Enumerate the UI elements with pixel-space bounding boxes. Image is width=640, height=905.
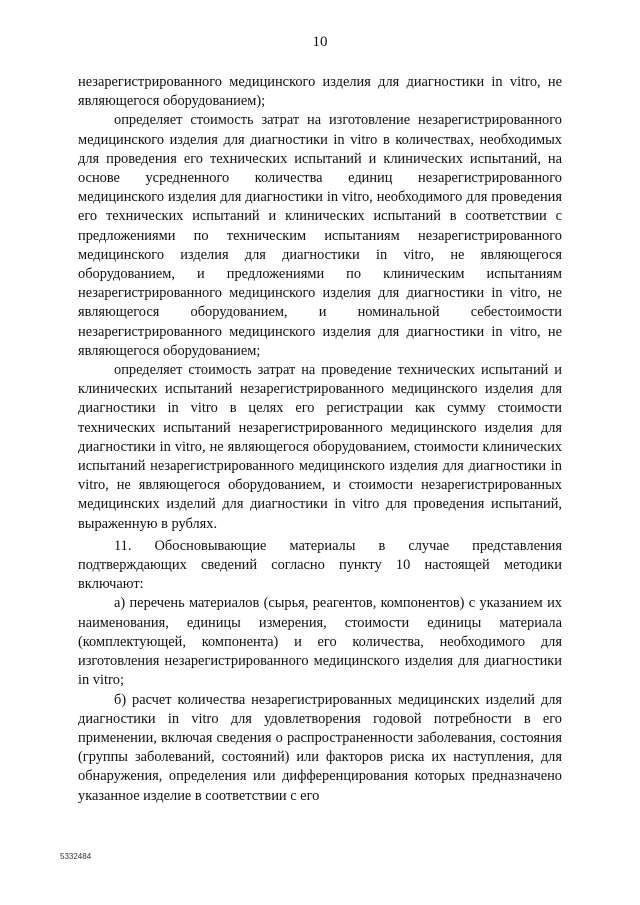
paragraph-item-b: б) расчет количества незарегистрированных медицинских изделий для диагностики in vitro для удовлетворения годовой потребности в его применении, включая сведения о распространенности заболевания, состояния (группы заболеваний, состояний) или факторов риска их наступления, для обнаружения, определения или дифференцирования которых предназначено указанное изделие в соответствии с его — [78, 691, 562, 804]
paragraph-item-11: 11. Обосновывающие материалы в случае представления подтверждающих сведений согласно пункту 10 настоящей методики включают: — [78, 537, 562, 593]
document-code: 5332484 — [60, 852, 92, 861]
document-body — [78, 73, 562, 806]
paragraph-item-a: а) перечень материалов (сырья, реагентов, компонентов) с указанием их наименования, единицы измерения, стоимости единицы материала (комплектующей, компонента) и его количества, необходимого для изготовления незарегистрированного медицинского изделия для диагностики in vitro; — [78, 595, 562, 689]
paragraph-manufacturing-cost: определяет стоимость затрат на изготовление незарегистрированного медицинского изделия для диагностики in vitro в количествах, необходимых для проведения его технических испытаний и клинических испытаний, на основе усредненного количества единиц незарегистрированного медицинского изделия для диагностики in vitro, необходимого для проведения его технических испытаний и клинических испытаний в соответствии с предложениями по техническим испытаниям незарегистрированного медицинского изделия для диагностики in vitro, не являющегося оборудованием, и предложениями по клиническим испытаниям незарегистрированного медицинского изделия для диагностики in vitro, не являющегося оборудованием, и номинальной себестоимости незарегистрированного медицинского изделия для диагностики in vitro, не являющегося оборудованием; — [78, 112, 562, 359]
paragraph-testing-cost: определяет стоимость затрат на проведение технических испытаний и клинических испытаний незарегистрированного медицинского изделия для диагностики in vitro в целях его регистрации как сумму стоимости технических испытаний незарегистрированного медицинского изделия для диагностики in vitro, не являющегося оборудованием, стоимости клинических испытаний незарегистрированного медицинского изделия для диагностики in vitro, не являющегося оборудованием, и стоимости незарегистрированных медицинских изделий для диагностики in vitro для проведения испытаний, выраженную в рублях. — [78, 362, 562, 532]
paragraph-continuation: незарегистрированного медицинского изделия для диагностики in vitro, не являющегося оборудованием); — [78, 74, 562, 110]
page-number: 10 — [312, 34, 328, 50]
